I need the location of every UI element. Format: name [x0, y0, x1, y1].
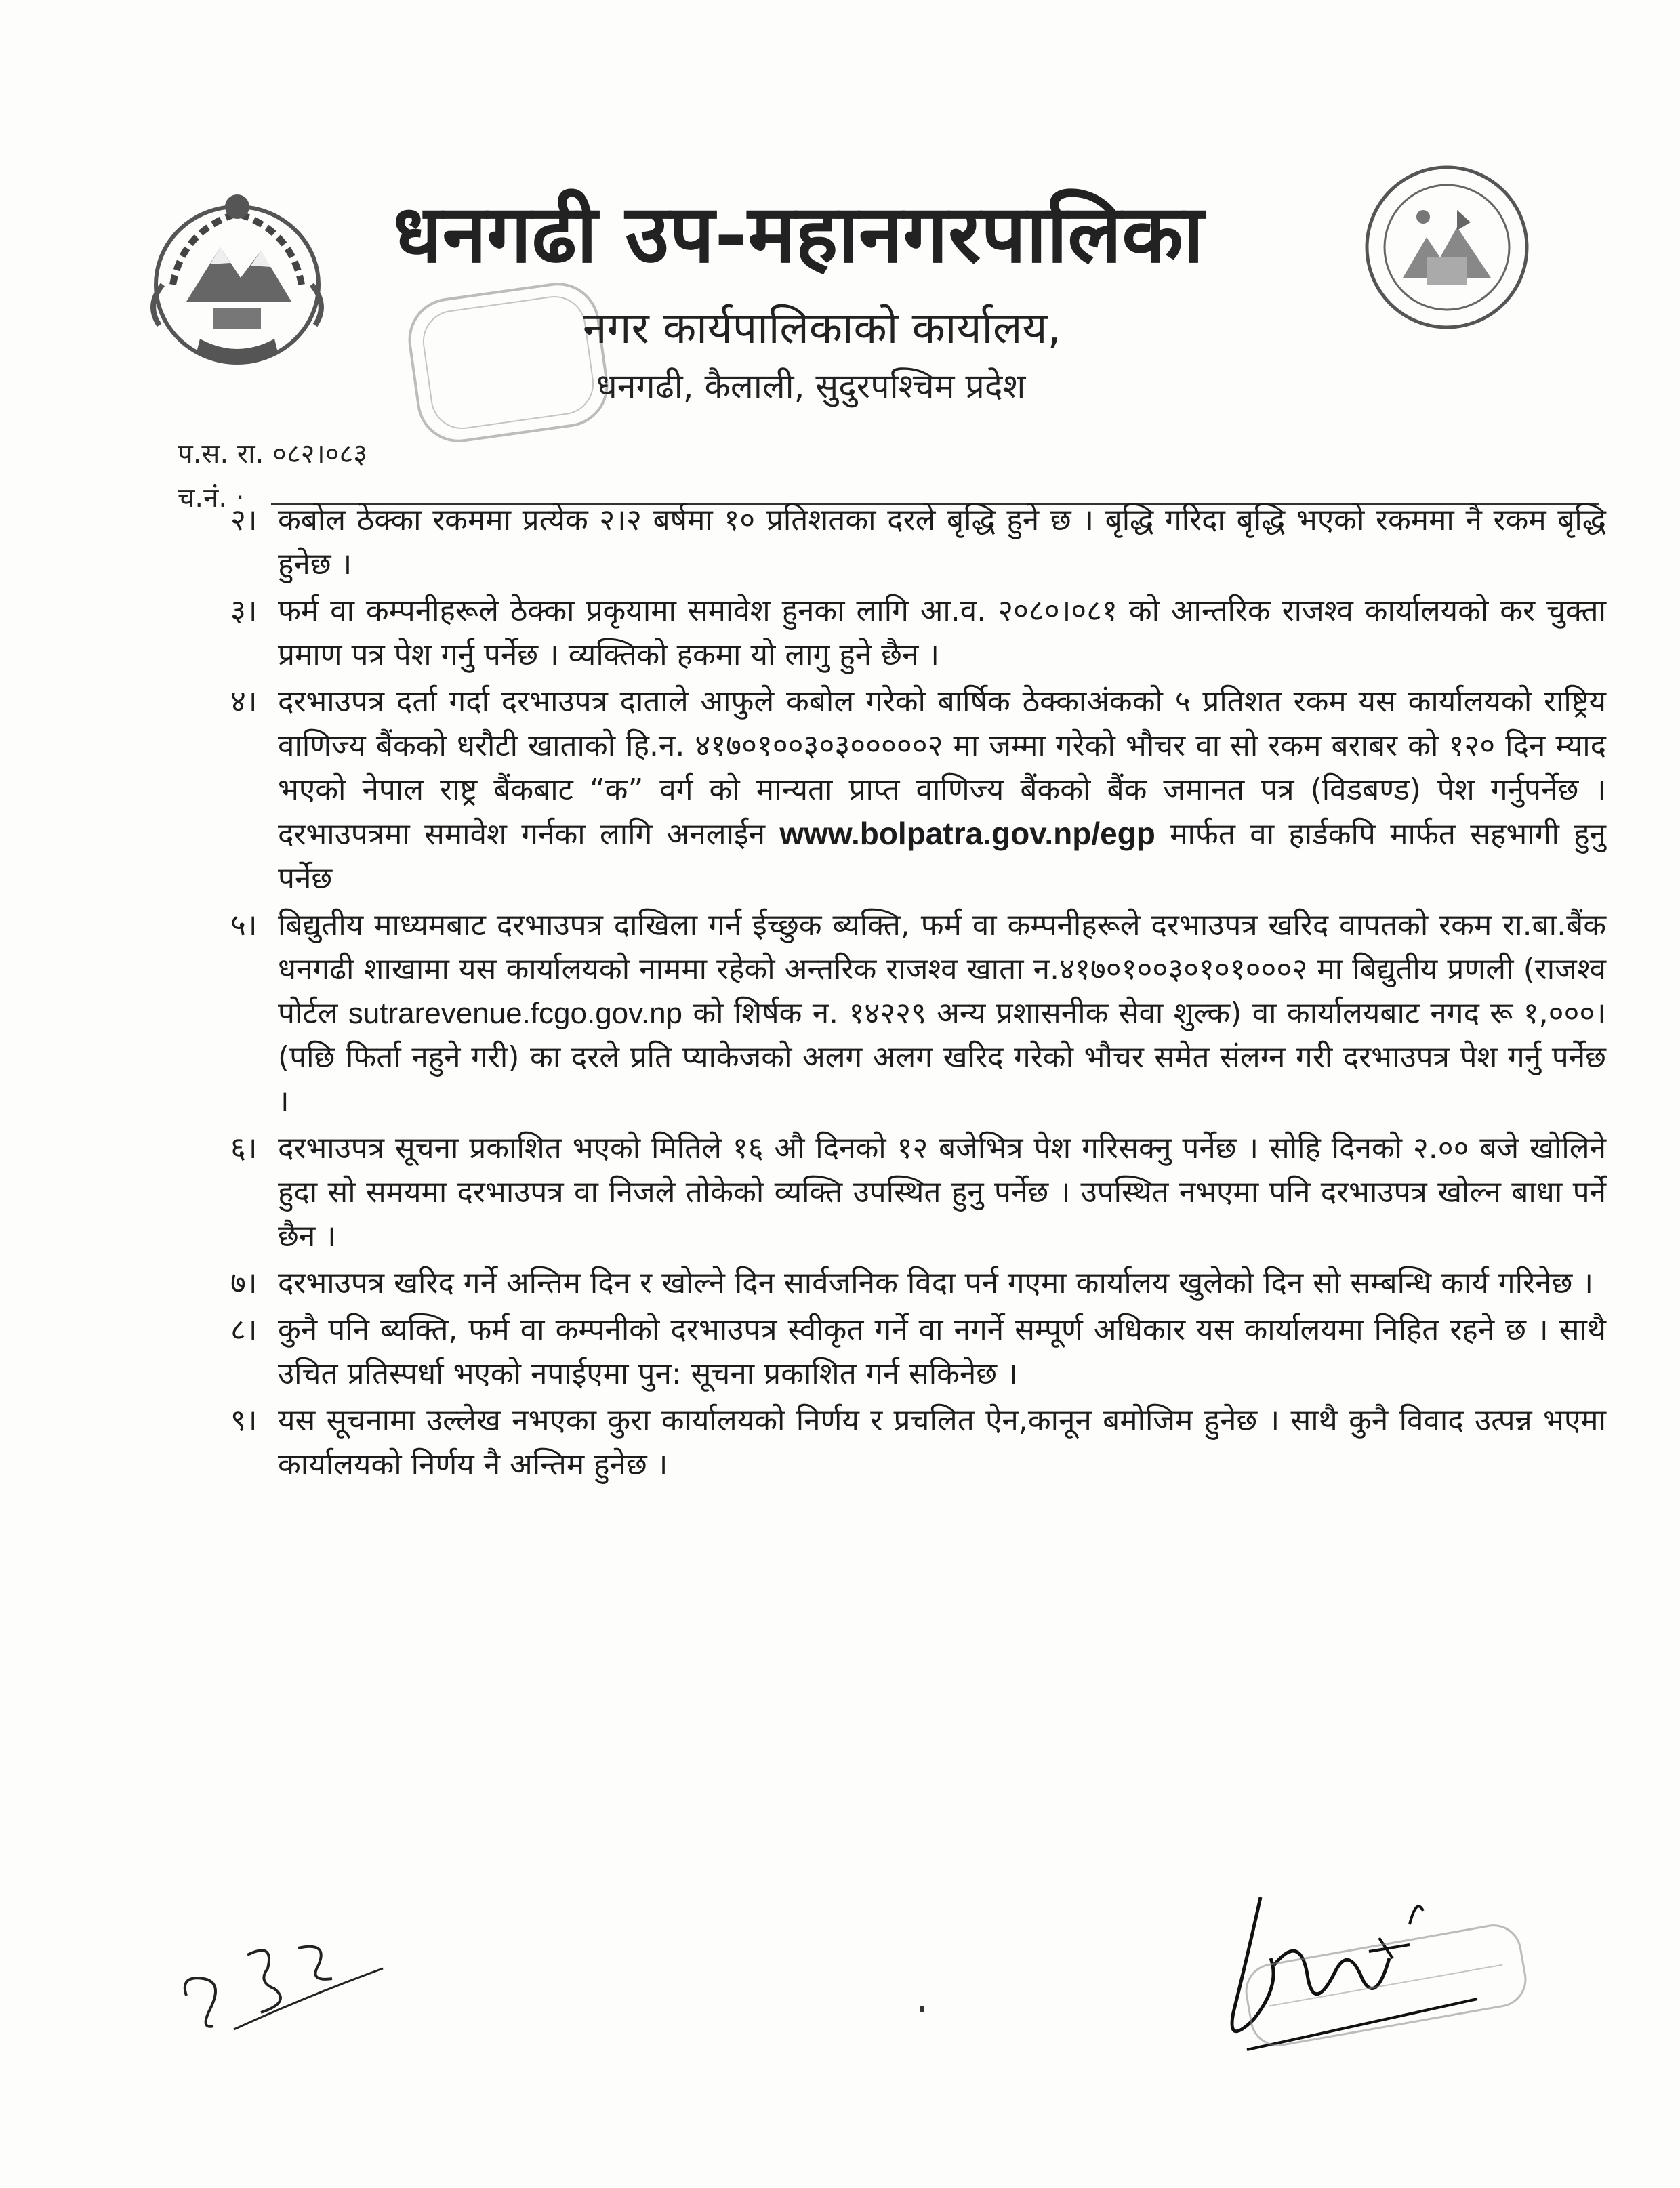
clause-number: ९।	[230, 1403, 258, 1438]
clause-text: फर्म वा कम्पनीहरूले ठेक्का प्रकृयामा समावेश हुनका लागि आ.व. २०८०।०८१ को आन्तरिक राजश्व कार्यालयको कर चुक्ता प्रमाण पत्र पेश गर्नु पर्नेछ । व्यक्तिको हकमा यो लागु हुने छैन ।	[278, 594, 1606, 672]
clause-6	[230, 1126, 1606, 1258]
clause-7	[230, 1261, 1606, 1305]
clause-text: कबोल ठेक्का रकममा प्रत्येक २।२ बर्षमा १० प्रतिशतका दरले बृद्धि हुने छ । बृद्धि गरिदा बृद्धि भएको रकममा नै रकम बृद्धि हुनेछ ।	[278, 503, 1606, 581]
clause-text-main: बिद्युतीय माध्यमबाट दरभाउपत्र दाखिला गर्न ईच्छुक ब्यक्ति, फर्म वा कम्पनीहरूले दरभाउपत्र खरिद वापतको रकम रा.बा.बैंक धनगढी शाखामा यस कार्यालयको नाममा रहेको अन्तरिक राजश्व खाता न.४१७०१००३०१०१०००२ मा बिद्युतीय प्रणली (राजश्व पोर्टल	[278, 908, 1606, 1031]
clause-4	[230, 680, 1606, 901]
revenue-portal-url: sutrarevenue.fcgo.gov.np	[348, 997, 683, 1030]
clause-text-tail: मार्फत वा हार्डकपि मार्फत सहभागी हुनु पर्नेछ	[278, 817, 1606, 896]
municipality-seal	[1362, 163, 1532, 332]
clause-number: २।	[230, 503, 258, 537]
organization-title: धनगढी उप-महानगरपालिका	[393, 186, 1204, 281]
clause-text: दरभाउपत्र खरिद गर्ने अन्तिम दिन र खोल्ने दिन सार्वजनिक विदा पर्न गएमा कार्यालय खुलेको दिन सो सम्बन्धि कार्य गरिनेछ ।	[278, 1266, 1593, 1300]
clause-number: ८।	[230, 1313, 258, 1347]
office-address: धनगढी, कैलाली, सुदुरपश्चिम प्रदेश	[596, 367, 1026, 406]
office-name: नगर कार्यपालिकाको कार्यालय,	[583, 304, 1061, 354]
clause-text: यस सूचनामा उल्लेख नभएका कुरा कार्यालयको निर्णय र प्रचलित ऐन,कानून बमोजिम हुनेछ । साथै कुनै विवाद उत्पन्न भएमा कार्यालयको निर्णय नै अन्तिम हुनेछ ।	[278, 1403, 1606, 1482]
clause-number: ५।	[230, 908, 258, 943]
clause-text: कुनै पनि ब्यक्ति, फर्म वा कम्पनीको दरभाउपत्र स्वीकृत गर्ने वा नगर्ने सम्पूर्ण अधिकार यस कार्यालयमा निहित रहने छ । साथै उचित प्रतिस्पर्धा भएको नपाईएमा पुन: सूचना प्रकाशित गर्न सकिनेछ ।	[278, 1313, 1606, 1391]
fiscal-year-reference: प.स. रा. ०८२।०८३	[178, 438, 368, 470]
bolpatra-url: www.bolpatra.gov.np/egp	[779, 816, 1155, 851]
clause-number: ३।	[230, 594, 258, 628]
clause-3	[230, 589, 1606, 677]
clause-text-tail: को शिर्षक न. १४२२९ अन्य प्रशासनीक सेवा शुल्क) वा कार्यालयबाट नगद रू १,०००। (पछि फिर्ता नहुने गरी) का दरले प्रति प्याकेजको अलग अलग खरिद गरेको भौचर समेत संलग्न गरी दरभाउपत्र पेश गर्नु पर्नेछ ।	[278, 996, 1606, 1119]
clause-number: ७।	[230, 1266, 258, 1300]
clause-number: ६।	[230, 1131, 258, 1165]
clause-8	[230, 1308, 1606, 1396]
clause-text	[278, 680, 1606, 901]
clause-text-main: दरभाउपत्र दर्ता गर्दा दरभाउपत्र दाताले आफुले कबोल गरेको बार्षिक ठेक्काअंकको ५ प्रतिशत रकम यस कार्यालयको राष्ट्रिय वाणिज्य बैंकको धरौटी खाताको हि.न. ४१७०१००३०३०००००२ मा जम्मा गरेको भौचर वा सो रकम बराबर को १२० दिन म्याद भएको नेपाल राष्ट्र बैंकबाट “क” वर्ग को मान्यता प्राप्त वाणिज्य बैंकको बैंक जमानत पत्र (विडबण्ड) पेश गर्नुपर्नेछ । दरभाउपत्रमा समावेश गर्नका लागि अनलाईन	[278, 684, 1606, 852]
clause-5	[230, 903, 1606, 1123]
nepal-emblem-logo	[132, 183, 342, 379]
clause-text	[278, 903, 1606, 1123]
clause-text: दरभाउपत्र सूचना प्रकाशित भएको मितिले १६ औ दिनको १२ बजेभित्र पेश गरिसक्नु पर्नेछ । सोहि दिनको २.०० बजे खोलिने हुदा सो समयमा दरभाउपत्र वा निजले तोकेको व्यक्ति उपस्थित हुनु पर्नेछ । उपस्थित नभएमा पनि दरभाउपत्र खोल्न बाधा पर्ने छैन ।	[278, 1131, 1606, 1254]
dispatch-number: च.नं. ·	[178, 482, 245, 514]
clause-2	[230, 498, 1606, 586]
clause-number: ४।	[230, 684, 258, 719]
ink-speck	[920, 2006, 924, 2012]
clause-9	[230, 1399, 1606, 1487]
notice-clauses	[230, 498, 1606, 1489]
handwritten-initials	[173, 1914, 390, 2036]
